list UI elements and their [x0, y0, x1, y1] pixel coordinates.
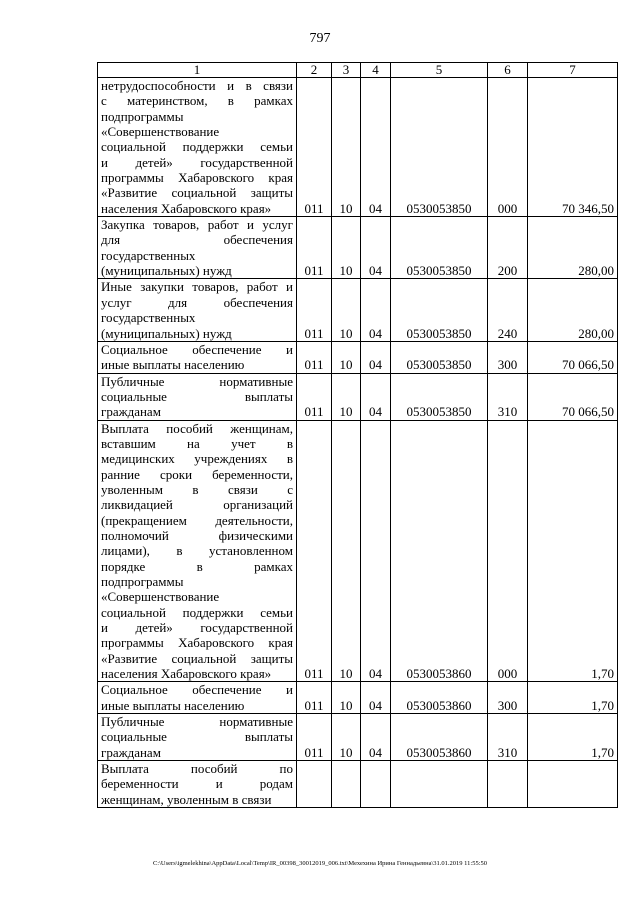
ministry-code-cell: 011: [297, 682, 332, 714]
table-row: [98, 373, 618, 420]
description-line: беременности и родам: [101, 776, 293, 792]
section-code-cell: 10: [332, 279, 361, 341]
target-article-cell: 0530053850: [391, 279, 488, 341]
target-article-cell: [391, 761, 488, 808]
expense-type-cell: 300: [488, 341, 528, 373]
subsection-code-cell: 04: [361, 682, 391, 714]
amount-cell: 1,70: [528, 682, 618, 714]
description-line: Иные закупки товаров, работ и: [101, 279, 293, 295]
description-line: полномочий физическими: [101, 527, 293, 543]
target-article-cell: 0530053850: [391, 78, 488, 217]
description-line: Публичные нормативные: [101, 373, 293, 389]
description-line: ликвидацией организаций: [101, 497, 293, 513]
section-code-cell: 10: [332, 420, 361, 682]
ministry-code-cell: 011: [297, 78, 332, 217]
expense-type-cell: 240: [488, 279, 528, 341]
expense-type-cell: 310: [488, 714, 528, 761]
description-line: социальной поддержки семьи: [101, 604, 293, 620]
subsection-code-cell: 04: [361, 420, 391, 682]
subsection-code-cell: 04: [361, 279, 391, 341]
footer-file-path: C:\Users\igmelekhina\AppData\Local\Temp\IR_00398_30012019_006.txt\Мехехина Ирина Геннадьевна\31.01.2019 11:55:50: [152, 860, 488, 867]
section-code-cell: 10: [332, 78, 361, 217]
page-number: 797: [309, 31, 331, 46]
expense-type-cell: 200: [488, 217, 528, 279]
description-line: социальные выплаты: [101, 388, 293, 404]
amount-cell: 70 066,50: [528, 373, 618, 420]
table-row: [98, 761, 618, 808]
table-row: [98, 78, 618, 217]
description-line: ранние сроки беременности,: [101, 466, 293, 482]
description-line: государственных: [101, 247, 196, 263]
description-line: «Развитие социальной защиты: [101, 185, 293, 201]
description-line: услуг для обеспечения: [101, 294, 293, 310]
description-line: лицами), в установленном: [101, 543, 293, 559]
description-line: государственных: [101, 310, 196, 326]
expense-type-cell: [488, 761, 528, 808]
subsection-code-cell: 04: [361, 714, 391, 761]
table-row: [98, 714, 618, 761]
description-line: (прекращением деятельности,: [101, 512, 293, 528]
description-line: Социальное обеспечение и: [101, 682, 293, 698]
description-line: нетрудоспособности и в связи: [101, 78, 293, 93]
expense-type-cell: 000: [488, 78, 528, 217]
column-header: 2: [297, 63, 332, 78]
table-row: [98, 341, 618, 373]
description-line: подпрограммы: [101, 108, 184, 124]
column-header: 7: [528, 63, 618, 78]
description-line: порядке в рамках: [101, 558, 293, 574]
description-line: и детей» государственной: [101, 620, 293, 636]
description-line: социальные выплаты: [101, 729, 293, 745]
subsection-code-cell: [361, 761, 391, 808]
description-line: программы Хабаровского края: [101, 635, 293, 651]
target-article-cell: 0530053860: [391, 420, 488, 682]
target-article-cell: 0530053860: [391, 714, 488, 761]
description-cell: [98, 420, 297, 682]
table-body: [98, 78, 618, 808]
section-code-cell: 10: [332, 341, 361, 373]
description-line: иные выплаты населению: [101, 697, 245, 713]
amount-cell: 280,00: [528, 217, 618, 279]
expense-type-cell: 300: [488, 682, 528, 714]
table-row: [98, 217, 618, 279]
ministry-code-cell: 011: [297, 714, 332, 761]
section-code-cell: [332, 761, 361, 808]
description-line: гражданам: [101, 744, 161, 760]
subsection-code-cell: 04: [361, 217, 391, 279]
table-row: [98, 420, 618, 682]
section-code-cell: 10: [332, 682, 361, 714]
section-code-cell: 10: [332, 714, 361, 761]
description-line: для обеспечения: [101, 232, 293, 248]
ministry-code-cell: 011: [297, 420, 332, 682]
ministry-code-cell: 011: [297, 217, 332, 279]
budget-table: [97, 62, 618, 808]
target-article-cell: 0530053850: [391, 217, 488, 279]
table-row: [98, 682, 618, 714]
column-header: 5: [391, 63, 488, 78]
description-line: Закупка товаров, работ и услуг: [101, 217, 293, 233]
description-line: (муниципальных) нужд: [101, 263, 232, 279]
description-line: социальной поддержки семьи: [101, 139, 293, 155]
description-line: населения Хабаровского края»: [101, 666, 272, 682]
column-header: 3: [332, 63, 361, 78]
description-cell: [98, 714, 297, 761]
table-row: [98, 279, 618, 341]
ministry-code-cell: [297, 761, 332, 808]
description-line: и детей» государственной: [101, 154, 293, 170]
description-line: населения Хабаровского края»: [101, 200, 272, 216]
description-line: Выплата пособий женщинам,: [101, 420, 293, 436]
description-cell: [98, 341, 297, 373]
ministry-code-cell: 011: [297, 373, 332, 420]
description-line: Социальное обеспечение и: [101, 341, 293, 357]
description-line: медицинских учреждениях в: [101, 451, 293, 467]
ministry-code-cell: 011: [297, 341, 332, 373]
expense-type-cell: 000: [488, 420, 528, 682]
section-code-cell: 10: [332, 217, 361, 279]
column-header: 6: [488, 63, 528, 78]
column-header: 1: [98, 63, 297, 78]
subsection-code-cell: 04: [361, 78, 391, 217]
target-article-cell: 0530053850: [391, 341, 488, 373]
description-line: программы Хабаровского края: [101, 170, 293, 186]
amount-cell: 280,00: [528, 279, 618, 341]
description-line: иные выплаты населению: [101, 357, 245, 373]
description-line: подпрограммы: [101, 574, 184, 589]
description-cell: [98, 373, 297, 420]
amount-cell: 70 066,50: [528, 341, 618, 373]
amount-cell: 70 346,50: [528, 78, 618, 217]
description-cell: [98, 279, 297, 341]
ministry-code-cell: 011: [297, 279, 332, 341]
description-cell: [98, 217, 297, 279]
target-article-cell: 0530053860: [391, 682, 488, 714]
description-cell: [98, 682, 297, 714]
description-line: «Развитие социальной защиты: [101, 650, 293, 666]
target-article-cell: 0530053850: [391, 373, 488, 420]
description-line: «Совершенствование: [101, 589, 220, 605]
amount-cell: 1,70: [528, 420, 618, 682]
section-code-cell: 10: [332, 373, 361, 420]
description-line: Публичные нормативные: [101, 714, 293, 730]
description-cell: [98, 78, 297, 217]
description-cell: [98, 761, 297, 808]
header-row: [98, 63, 618, 78]
amount-cell: 1,70: [528, 714, 618, 761]
description-line: женщинам, уволенным в связи: [101, 791, 272, 807]
description-line: Выплата пособий по: [101, 761, 293, 777]
subsection-code-cell: 04: [361, 373, 391, 420]
description-line: с материнством, в рамках: [101, 93, 293, 109]
subsection-code-cell: 04: [361, 341, 391, 373]
description-line: вставшим на учет в: [101, 435, 293, 451]
description-line: (муниципальных) нужд: [101, 325, 232, 341]
description-line: уволенным в связи с: [101, 481, 293, 497]
expense-type-cell: 310: [488, 373, 528, 420]
description-line: «Совершенствование: [101, 124, 220, 140]
amount-cell: [528, 761, 618, 808]
column-header: 4: [361, 63, 391, 78]
description-line: гражданам: [101, 404, 161, 420]
